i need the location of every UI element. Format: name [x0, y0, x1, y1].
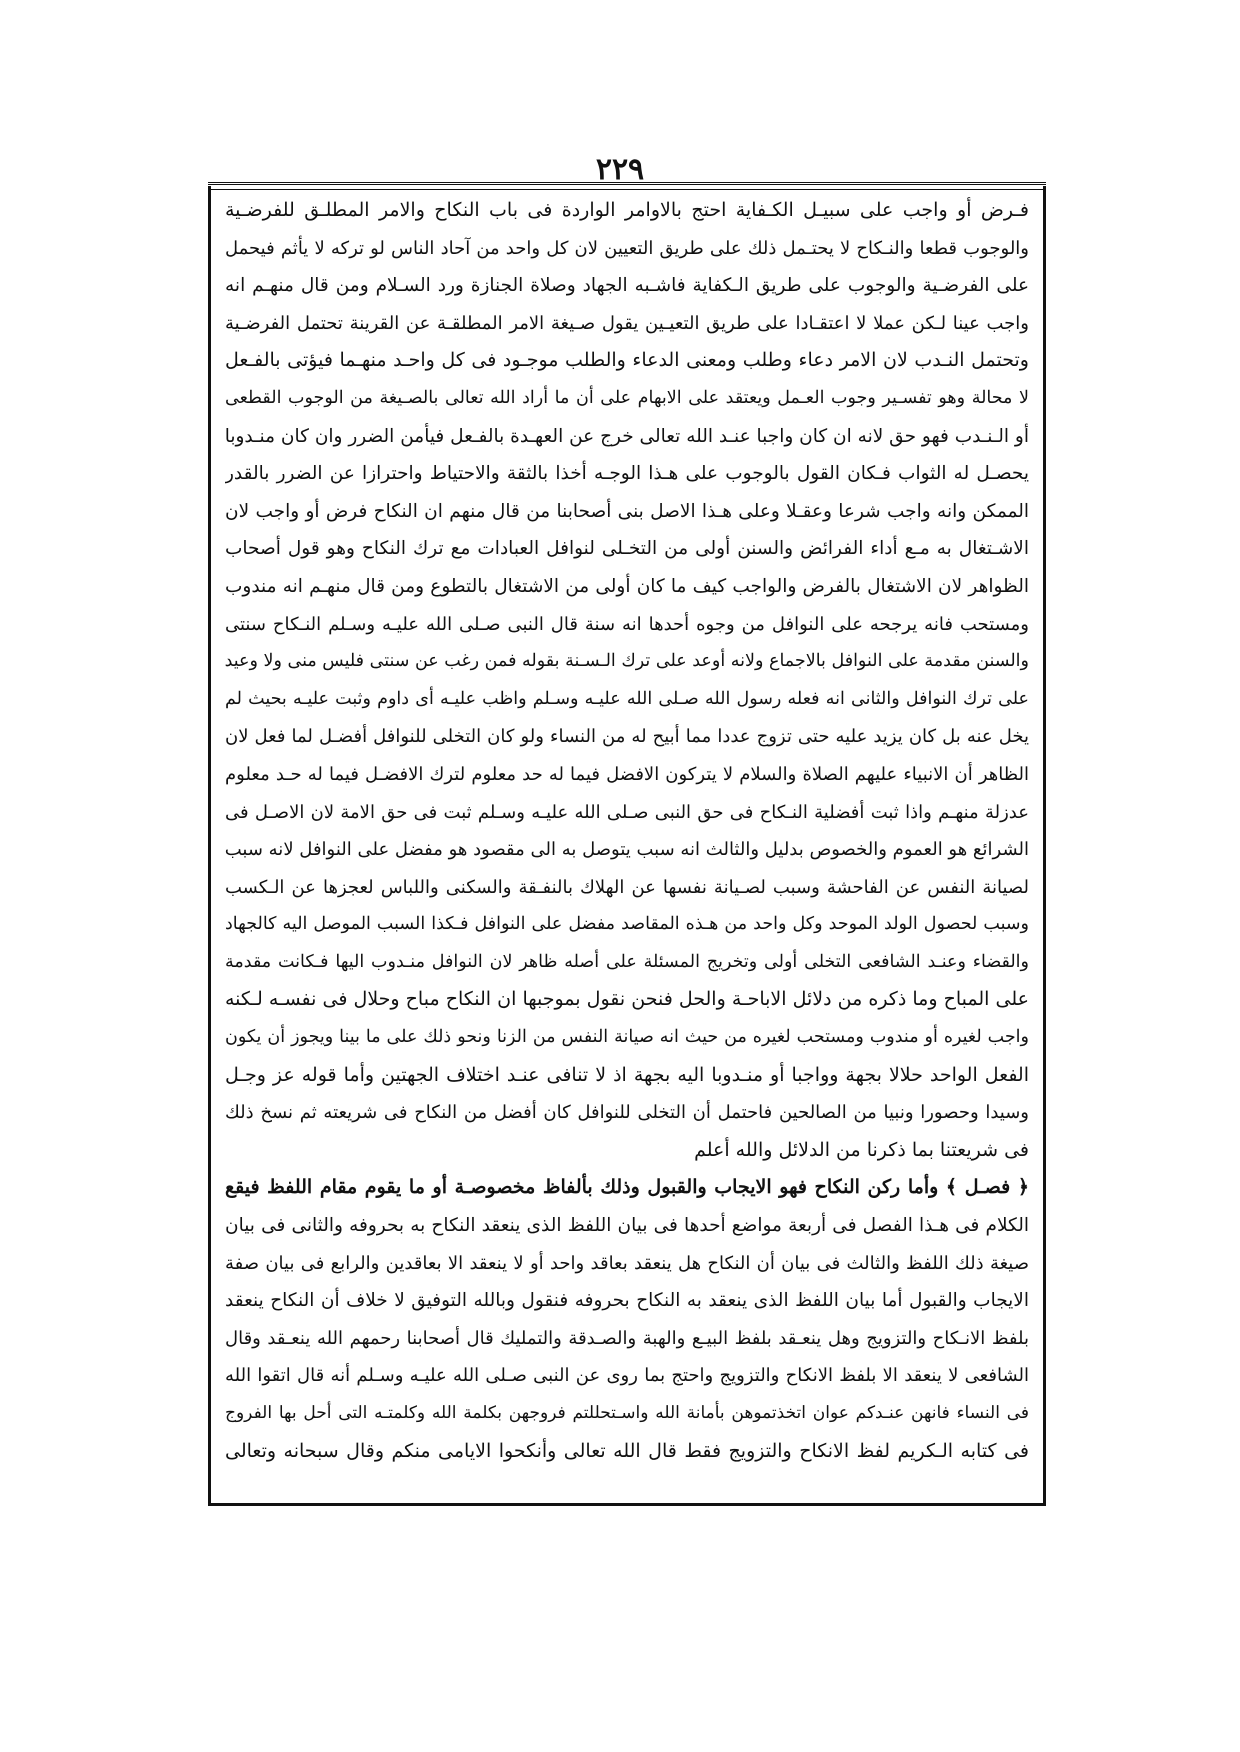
text-line: وسبب لحصول الولد الموحد وكل واحد من هـذه المقاصد مفضل على النوافل فـكذا السبب الموصل اليه كالجهاد [225, 914, 1029, 935]
text-line: الشرائع هو العموم والخصوص بدليل والثالث انه سبب يتوصل به الى مقصود هو مفضل على النوافل لانه سبب [225, 839, 1029, 861]
text-line: الكلام فى هـذا الفصل فى أربعة مواضع أحدها فى بيان اللفظ الذى ينعقد النكاح به بحروفه والثانى فى بيان [225, 1215, 1029, 1237]
text-line: الايجاب والقبول أما بيان اللفظ الذى ينعقد به النكاح بحروفه فنقول وبالله التوفيق لا خلاف أن النكاح ينعقد [225, 1290, 1029, 1312]
text-line: صيغة ذلك اللفظ والثالث فى بيان أن النكاح هل ينعقد بعاقد واحد أو لا ينعقد الا بعاقدين والرابع فى بيان صفة [225, 1252, 1029, 1274]
text-frame [208, 186, 1046, 1506]
text-line: لا محالة وهو تفسـير وجوب العـمل ويعتقد على الابهام على أن ما أراد الله تعالى بالصـيغة من الوجوب القطعى [225, 387, 1029, 408]
text-line: على المباح وما ذكره من دلائل الاباحـة والحل فنحن نقول بموجبها ان النكاح مباح وحلال فى نفسـه لـكنه [225, 988, 1029, 1011]
text-line: فى كتابه الـكريم لفظ الانكاح والتزويج فقط قال الله تعالى وأنكحوا الايامى منكم وقال سبحانه وتعالى [225, 1439, 1029, 1462]
section-heading-line: ﴿ فصـل ﴾ وأما ركن النكاح فهو الايجاب والقبول وذلك بألفاظ مخصوصـة أو ما يقوم مقام اللفظ فيقع [225, 1176, 1029, 1199]
text-body [225, 192, 1029, 1470]
text-line: لصيانة النفس عن الفاحشة وسبب لصـيانة نفسها عن الهلاك بالنفـقة والسكنى واللباس لعجزها عن الـكسب [225, 876, 1029, 898]
text-line: الظاهر أن الانبياء عليهم الصلاة والسلام لا يتركون الافضل فيما له حد معلوم لترك الافضـل فيما له حـد معلوم [225, 763, 1029, 785]
text-line: والوجوب قطعا والنـكاح لا يحتـمل ذلك على طريق التعيين لان كل واحد من آحاد الناس لو تركه لا يأثم فيحمل [225, 237, 1029, 259]
text-line: الظواهر لان الاشتغال بالفرض والواجب كيف ما كان أولى من الاشتغال بالتطوع ومن قال منهـم انه مندوب [225, 575, 1029, 597]
text-line: أو الـنـدب فهو حق لانه ان كان واجبا عنـد الله تعالى خرج عن العهـدة بالفـعل فيأمن الضرر وان كان منـدوبا [225, 425, 1029, 447]
text-line: واجب لغيره أو مندوب ومستحب لغيره من حيث انه صيانة النفس من الزنا ونحو ذلك على ما بينا ويجوز أن يكون [225, 1027, 1029, 1048]
text-line: وسيدا وحصورا ونبيا من الصالحين فاحتمل أن التخلى للنوافل كان أفضل من النكاح فى شريعته ثم نسخ ذلك [225, 1102, 1029, 1124]
page-number: ٢٢٩ [595, 152, 645, 187]
text-line: على الفرضـية والوجوب على طريق الـكفاية فاشـبه الجهاد وصلاة الجنازة ورد السـلام ومن قال منهـم انه [225, 275, 1029, 297]
text-line: يخل عنه بل كان يزيد عليه حتى تزوج عددا مما أبيح له من النساء ولو كان التخلى للنوافل أفضـل لما فعل لان [225, 726, 1029, 748]
text-line: الممكن وانه واجب شرعا وعقـلا وعلى هـذا الاصل بنى أصحابنا من قال منهم ان النكاح فرض أو واجب لان [225, 500, 1029, 522]
text-line: واجب عينا لـكن عملا لا اعتقـادا على طريق التعيـين يقول صـيغة الامر المطلقـة عن القرينة تحتمل الفرضـية [225, 312, 1029, 334]
text-line: بلفظ الانـكاح والتزويج وهل ينعـقد بلفظ البيـع والهبة والصـدقة والتمليك قال أصحابنا رحمهم الله ينعـقد وقال [225, 1327, 1029, 1349]
text-line: الفعل الواحد حلالا بجهة وواجبا أو منـدوبا اليه بجهة اذ لا تنافى عنـد اختلاف الجهتين وأما قوله عز وجـل [225, 1063, 1029, 1086]
text-line: الاشـتغال به مـع أداء الفرائض والسنن أولى من التخـلى لنوافل العبادات مع ترك النكاح وهو قول أصحاب [225, 538, 1029, 560]
text-line: فى شريعتنا بما ذكرنا من الدلائل والله أعلم [694, 1138, 1029, 1161]
text-line: وتحتمل النـدب لان الامر دعاء وطلب ومعنى الدعاء والطلب موجـود فى كل واحـد منهـما فيؤتى بالفـعل [225, 349, 1029, 372]
text-line: ومستحب فانه يرجحه على النوافل من وجوه أحدها انه سنة قال النبى صـلى الله عليـه وسـلم النـكاح سنتى [225, 613, 1029, 635]
text-line: يحصـل له الثواب فـكان القول بالوجوب على هـذا الوجـه أخذا بالثقة والاحتياط واحترازا عن الضرر بالقدر [225, 463, 1029, 485]
text-line: فـرض أو واجب على سبيـل الكـفاية احتج بالاوامر الواردة فى باب النكاح والامر المطلـق للفرضـية [225, 199, 1029, 221]
text-line: على ترك النوافل والثانى انه فعله رسول الله صـلى الله عليـه وسـلم واظب عليـه أى داوم وثبت عليـه بحيث لم [225, 688, 1029, 709]
text-line: الشافعى لا ينعقد الا بلفظ الانكاح والتزويج واحتج بما روى عن النبى صـلى الله عليـه وسـلم أنه قال اتقوا الله [225, 1365, 1029, 1387]
text-line: والقضاء وعنـد الشافعى التخلى أولى وتخريج المسئلة على أصله ظاهر لان النوافل منـدوب اليها فـكانت مقدمة [225, 951, 1029, 972]
text-line: فى النساء فانهن عنـدكم عوان اتخذتموهن بأمانة الله واسـتحللتم فروجهن بكلمة الله وكلمتـه التى أحل بها الفروج [225, 1403, 1029, 1423]
text-line: والسنن مقدمة على النوافل بالاجماع ولانه أوعد على ترك الـسـنة بقوله فمن رغب عن سنتى فليس منى ولا وعيد [225, 651, 1029, 672]
text-line: عدزلة منهـم واذا ثبت أفضلية النـكاح فى حق النبى صـلى الله عليـه وسـلم ثبت فى حق الامة لان الاصـل فى [225, 801, 1029, 823]
